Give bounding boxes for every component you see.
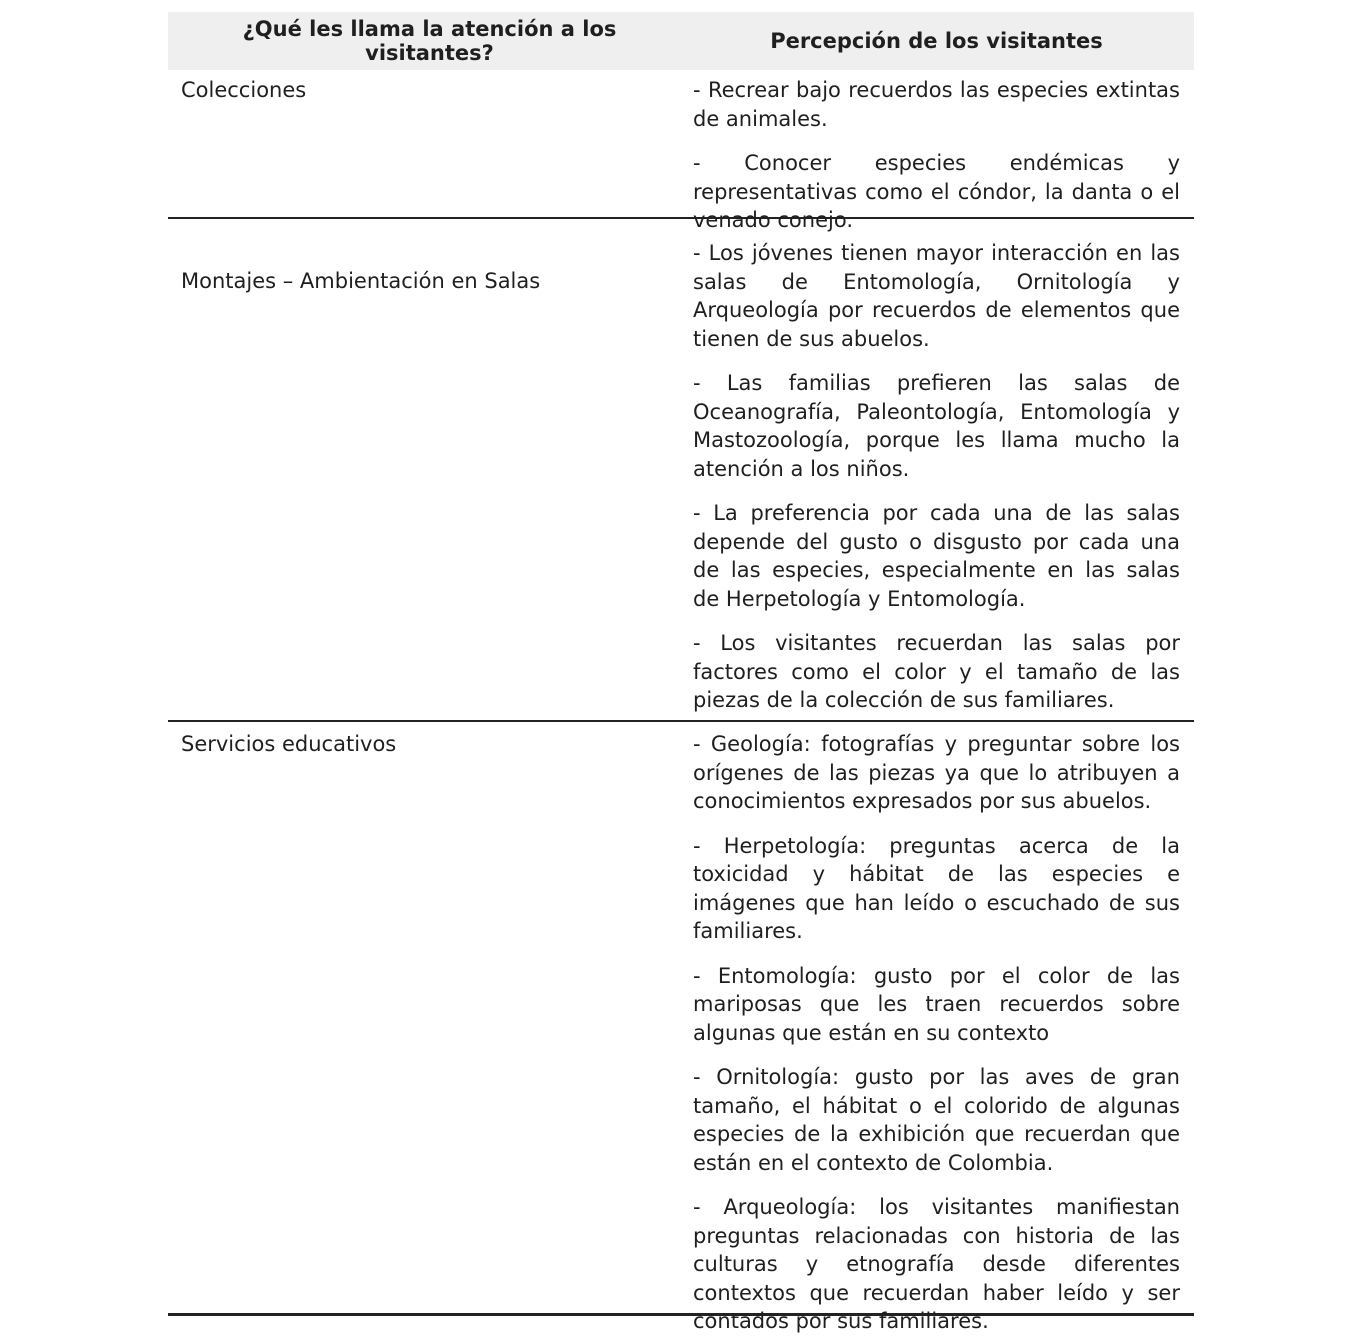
perception-item: - Arqueología: los visitantes manifiestan preguntas relacionadas con historia de las culturas y etnografía desde diferentes contextos que recuerdan haber leído y ser contados por sus familiares. <box>693 1195 1180 1333</box>
row-category: Montajes – Ambientación en Salas <box>181 269 541 293</box>
table-row <box>168 70 1194 232</box>
perception-item: - Las familias prefieren las salas de Oceanografía, Paleontología, Entomología y Mastozoología, porque les llama mucho la atención a los niños. <box>693 371 1180 481</box>
row-perceptions <box>693 722 1180 1333</box>
perception-table <box>168 12 1194 1333</box>
row-category: Servicios educativos <box>181 732 397 756</box>
header-attention: ¿Qué les llama la atención a los visitantes? <box>242 17 617 65</box>
perception-item: - Los jóvenes tienen mayor interacción en las salas de Entomología, Ornitología y Arqueología por recuerdos de elementos que tienen de sus abuelos. <box>693 241 1180 351</box>
perception-item: - Ornitología: gusto por las aves de gran tamaño, el hábitat o el colorido de algunas especies de la exhibición que recuerdan que están en el contexto de Colombia. <box>693 1065 1180 1175</box>
table-row <box>168 722 1194 1333</box>
header-perception: Percepción de los visitantes <box>770 29 1103 53</box>
perception-item: - Recrear bajo recuerdos las especies extintas de animales. <box>693 78 1180 131</box>
row-perceptions <box>693 70 1180 232</box>
perception-item: - La preferencia por cada una de las salas depende del gusto o disgusto por cada una de las especies, especialmente en las salas de Herpetología y Entomología. <box>693 501 1180 611</box>
table-header <box>168 12 1194 70</box>
row-perceptions <box>693 219 1180 720</box>
perception-item: - Entomología: gusto por el color de las mariposas que les traen recuerdos sobre algunas que están en su contexto <box>693 963 1180 1045</box>
perception-item: - Conocer especies endémicas y representativas como el cóndor, la danta o el venado conejo. <box>693 151 1180 232</box>
table-row <box>168 219 1194 722</box>
row-category: Colecciones <box>181 78 307 102</box>
perception-item: - Los visitantes recuerdan las salas por factores como el color y el tamaño de las piezas de la colección de sus familiares. <box>693 631 1180 712</box>
perception-item: - Geología: fotografías y preguntar sobre los orígenes de las piezas ya que lo atribuyen a conocimientos expresados por sus abuelos. <box>693 732 1180 813</box>
perception-item: - Herpetología: preguntas acerca de la toxicidad y hábitat de las especies e imágenes que han leído o escuchado de sus familiares. <box>693 833 1180 943</box>
